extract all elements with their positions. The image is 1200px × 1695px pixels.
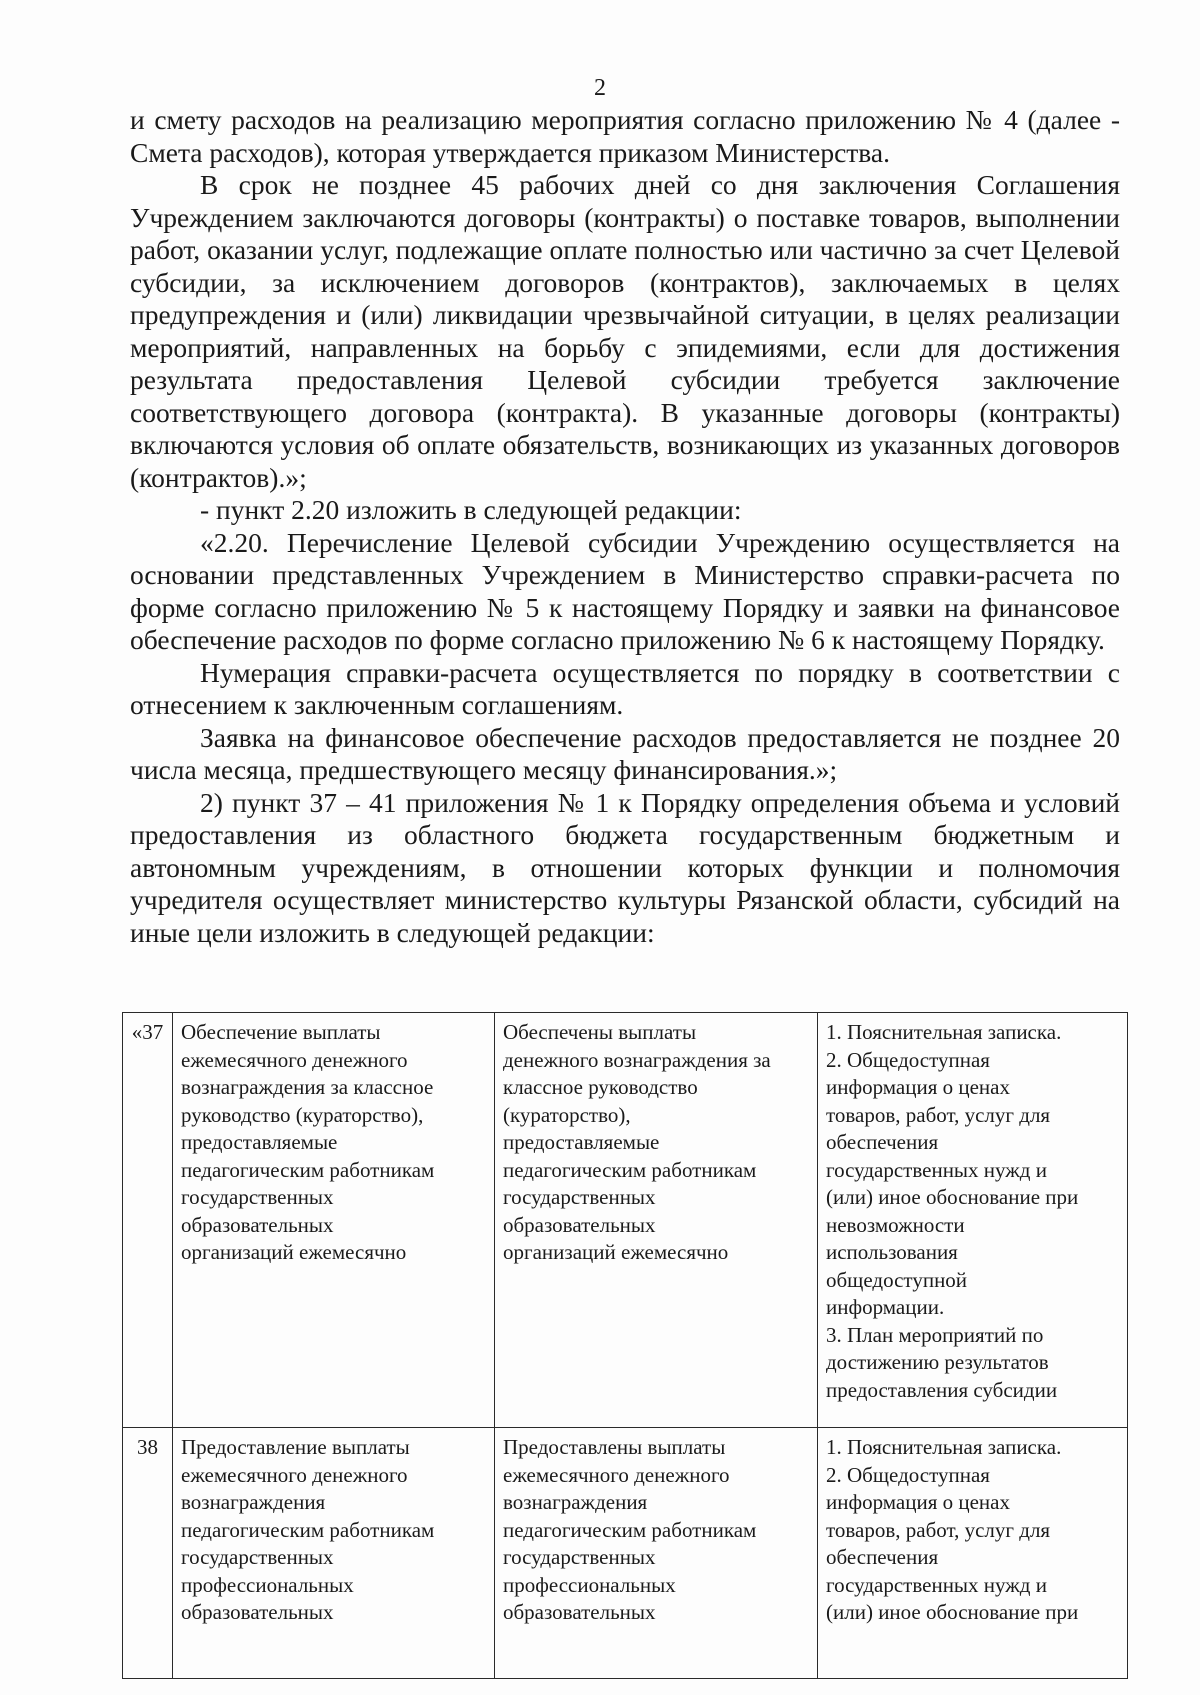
result-line: денежного вознаграждения за: [503, 1047, 771, 1072]
row-number: 38: [137, 1435, 158, 1459]
appendix-table: [122, 1012, 1128, 1679]
result-line: образовательных: [503, 1600, 656, 1624]
documents-line: обеспечения: [826, 1130, 939, 1154]
table-row-37: [123, 1013, 1128, 1428]
result-line: педагогическим работникам: [503, 1517, 757, 1542]
event-line: государственных: [181, 1545, 334, 1569]
document-body: [130, 104, 1120, 949]
page-number: 2: [594, 75, 606, 101]
event-line: организаций ежемесячно: [181, 1240, 407, 1264]
documents-line: достижению результатов: [826, 1350, 1049, 1374]
documents-line: предоставления субсидии: [826, 1377, 1058, 1402]
event-line: руководство (кураторство),: [181, 1102, 424, 1127]
event-line: ежемесячного денежного: [181, 1047, 408, 1072]
event-line: предоставляемые: [181, 1130, 338, 1154]
result-line: (кураторство),: [503, 1102, 631, 1127]
result-cell: [495, 1013, 818, 1428]
paragraph-clause-2-20-intro: - пункт 2.20 изложить в следующей редакции:: [200, 494, 742, 525]
event-cell: [173, 1013, 495, 1428]
event-cell: [173, 1428, 495, 1679]
event-line: педагогическим работникам: [181, 1157, 435, 1182]
documents-line: невозможности: [826, 1212, 965, 1237]
result-line: Предоставлены выплаты: [503, 1435, 726, 1459]
event-line: ежемесячного денежного: [181, 1462, 408, 1487]
result-cell: [495, 1428, 818, 1679]
documents-cell: [818, 1013, 1128, 1428]
row-number-cell: [123, 1428, 173, 1679]
documents-line: товаров, работ, услуг для: [826, 1517, 1051, 1542]
documents-line: товаров, работ, услуг для: [826, 1102, 1051, 1127]
appendix-table-wrapper: [122, 1012, 1127, 1679]
event-line: государственных: [181, 1185, 334, 1209]
paragraph-clause-2-20: «2.20. Перечисление Целевой субсидии Учреждению осуществляется на основании представленных Учреждением в Министерство справки-расчета по форме согласно приложению № 5 к настоящему Порядку и заявки на финансовое обеспечение расходов по форме согласно приложению № 6 к настоящему Порядку.: [130, 526, 1120, 655]
event-line: образовательных: [181, 1212, 334, 1237]
documents-line: государственных нужд и: [826, 1157, 1047, 1182]
result-line: ежемесячного денежного: [503, 1462, 730, 1487]
result-line: классное руководство: [503, 1075, 698, 1099]
documents-line: 1. Пояснительная записка.: [826, 1435, 1062, 1459]
event-line: Предоставление выплаты: [181, 1435, 410, 1459]
result-line: государственных: [503, 1545, 656, 1569]
event-line: педагогическим работникам: [181, 1517, 435, 1542]
paragraph-numbering: Нумерация справки-расчета осуществляется по порядку в соответствии с отнесением к заключенным соглашениям.: [130, 656, 1120, 720]
documents-line: информация о ценах: [826, 1075, 1010, 1099]
event-line: профессиональных: [181, 1572, 354, 1597]
row-number: «37: [131, 1020, 164, 1044]
row-number-cell: [123, 1013, 173, 1428]
documents-line: 2. Общедоступная: [826, 1047, 990, 1072]
documents-line: (или) иное обоснование при: [826, 1600, 1079, 1624]
paragraph-application-deadline: Заявка на финансовое обеспечение расходов предоставляется не позднее 20 числа месяца, предшествующего месяцу финансирования.»;: [130, 721, 1120, 785]
documents-line: обеспечения: [826, 1545, 939, 1569]
paragraph-continuation: и смету расходов на реализацию мероприятия согласно приложению № 4 (далее - Смета расходов), которая утверждается приказом Министерства.: [130, 104, 1120, 168]
table-row-38: [123, 1428, 1128, 1679]
documents-line: информация о ценах: [826, 1490, 1010, 1514]
documents-line: 1. Пояснительная записка.: [826, 1020, 1062, 1044]
documents-line: (или) иное обоснование при: [826, 1185, 1079, 1209]
documents-line: использования: [826, 1240, 958, 1264]
paragraph-contract-deadline: В срок не позднее 45 рабочих дней со дня заключения Соглашения Учреждением заключаются договоры (контракты) о поставке товаров, выполнении работ, оказании услуг, подлежащие оплате полностью или частично за счет Целевой субсидии, за исключением договоров (контрактов), заключаемых в целях предупреждения и (или) ликвидации чрезвычайной ситуации, в целях реализации мероприятий, направленных на борьбу с эпидемиями, если для достижения результата предоставления Целевой субсидии требуется заключение соответствующего договора (контракта). В указанные договоры (контракты) включаются условия об оплате обязательств, возникающих из указанных договоров (контрактов).»;: [130, 169, 1120, 493]
result-line: предоставляемые: [503, 1130, 660, 1154]
result-line: педагогическим работникам: [503, 1157, 757, 1182]
documents-line: 3. План мероприятий по: [826, 1322, 1044, 1347]
result-line: вознаграждения: [503, 1490, 648, 1514]
result-line: государственных: [503, 1185, 656, 1209]
paragraph-item-2: 2) пункт 37 – 41 приложения № 1 к Порядку определения объема и условий предоставления из областного бюджета государственным бюджетным и автономным учреждениям, в отношении которых функции и полномочия учредителя осуществляет министерство культуры Рязанской области, субсидий на иные цели изложить в следующей редакции:: [130, 786, 1120, 948]
event-line: вознаграждения: [181, 1490, 326, 1514]
documents-line: государственных нужд и: [826, 1572, 1047, 1597]
documents-line: информации.: [826, 1295, 945, 1319]
event-line: образовательных: [181, 1600, 334, 1624]
result-line: образовательных: [503, 1212, 656, 1237]
documents-cell: [818, 1428, 1128, 1679]
documents-line: общедоступной: [826, 1267, 968, 1292]
result-line: профессиональных: [503, 1572, 676, 1597]
result-line: Обеспечены выплаты: [503, 1020, 697, 1044]
result-line: организаций ежемесячно: [503, 1240, 729, 1264]
event-line: вознаграждения за классное: [181, 1075, 434, 1099]
documents-line: 2. Общедоступная: [826, 1462, 990, 1487]
event-line: Обеспечение выплаты: [181, 1020, 381, 1044]
